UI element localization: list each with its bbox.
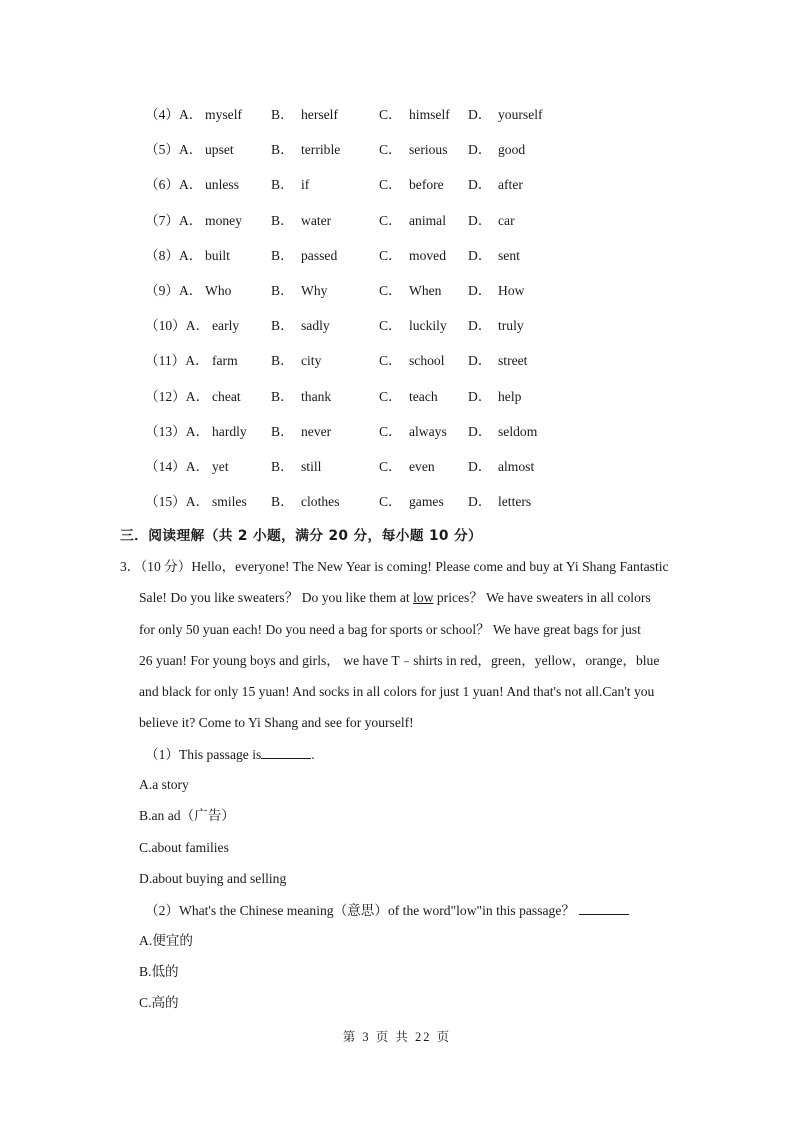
choice-label-b: B． [271,247,294,263]
choice-c: even [409,459,435,474]
choice-label-d: D． [468,247,492,263]
passage-line: 3．（10 分）Hello，everyone! The New Year is coming! Please come and buy at Yi Shang Fantastic [120,559,669,574]
choice-a: money [205,212,242,228]
choice-d: yourself [498,107,543,122]
choice-label-d: D． [468,459,492,474]
choice-d: How [498,283,525,298]
passage-line: 26 yuan! For young boys and girls， we have T﹣shirts in red，green，yellow，orange，blue [139,653,660,668]
option-d: D.about buying and selling [139,871,287,886]
choice-label-d: D． [468,142,492,158]
passage-line: and black for only 15 yuan! And socks in all colors for just 1 yuan! And that's not all.Can't you [139,684,655,699]
question-text: （2）What's the Chinese meaning（意思）of the word"low"in this passage？ [145,903,575,918]
choice-label-b: B． [271,283,294,298]
choice-label-d: D． [468,353,492,369]
option-number: （13）A． [145,423,210,439]
choice-label-c: C． [379,212,402,228]
option-number: （6）A． [145,177,203,193]
choice-label-b: B． [271,494,294,510]
option-number: （12）A． [145,388,210,404]
passage-text: Sale! Do you like sweaters？ Do you like them at [139,590,414,605]
choice-b: sadly [301,318,330,334]
choice-label-c: C． [379,283,402,298]
choice-c: moved [409,247,446,263]
choice-b: thank [301,388,332,404]
option-number: （9）A． [145,283,203,298]
option-b: B.an ad（广告） [139,808,235,823]
choice-d: help [498,388,522,404]
option-number: （10）A． [145,318,210,334]
choice-c: teach [409,388,438,404]
choice-b: still [301,459,322,474]
choice-label-c: C． [379,247,402,263]
choice-a: farm [212,353,238,369]
choice-c: luckily [409,318,447,334]
choice-b: terrible [301,142,341,158]
choice-a: cheat [212,388,241,404]
option-number: （4）A． [145,107,203,122]
passage-line [139,588,651,608]
choice-d: sent [498,247,520,263]
choice-label-b: B． [271,318,294,334]
choice-c: animal [409,212,446,228]
choice-label-d: D． [468,318,492,334]
choice-d: almost [498,459,535,474]
choice-b: if [301,177,310,193]
choice-c: always [409,423,447,439]
choice-a: smiles [212,494,247,510]
passage-line: believe it? Come to Yi Shang and see for yourself! [139,715,414,730]
choice-label-c: C． [379,142,402,158]
choice-a: Who [205,283,232,298]
choice-label-b: B． [271,459,294,474]
choice-d: truly [498,318,524,334]
choice-c: serious [409,142,448,158]
choice-label-c: C． [379,388,402,404]
option-number: （14）A． [145,459,210,474]
choice-b: clothes [301,494,340,510]
choice-label-d: D． [468,177,492,193]
question-text: （1）This passage is [145,747,262,762]
choice-d: letters [498,494,532,510]
underlined-word: low [413,590,434,605]
choice-c: school [409,353,445,369]
section-heading: 三．阅读理解（共 2 小题，满分 20 分，每小题 10 分） [120,528,483,544]
option-b: B.低的 [139,964,179,979]
choice-a: myself [205,107,242,122]
choice-d: seldom [498,423,538,439]
choice-a: early [212,318,240,334]
option-c: C.高的 [139,995,179,1010]
question-stem [145,900,629,921]
question-end: . [311,747,315,762]
choice-label-d: D． [468,494,492,510]
choice-a: built [205,247,230,263]
answer-blank[interactable] [579,900,629,915]
choice-b: Why [301,283,328,298]
choice-label-d: D． [468,423,492,439]
choice-b: never [301,423,332,439]
choice-c: games [409,494,444,510]
choice-b: city [301,353,322,369]
option-number: （11）A． [145,353,209,369]
option-number: （15）A． [145,494,210,510]
choice-label-b: B． [271,142,294,158]
choice-label-c: C． [379,107,402,122]
choice-label-b: B． [271,177,294,193]
choice-label-c: C． [379,423,402,439]
choice-a: hardly [212,423,247,439]
passage-line: for only 50 yuan each! Do you need a bag for sports or school？ We have great bags for just [139,622,641,637]
choice-label-b: B． [271,107,294,122]
choice-c: himself [409,107,450,122]
choice-label-d: D． [468,107,492,122]
page-footer: 第 3 页 共 22 页 [342,1030,452,1044]
passage-text: prices？ We have sweaters in all colors [433,590,651,605]
question-stem [145,744,315,765]
option-c: C.about families [139,840,229,855]
choice-label-d: D． [468,388,492,404]
choice-label-d: D． [468,283,492,298]
choice-label-b: B． [271,212,294,228]
choice-d: car [498,212,515,228]
choice-d: after [498,177,523,193]
choice-d: good [498,142,526,158]
choice-b: herself [301,107,338,122]
option-number: （7）A． [145,212,203,228]
option-number: （5）A． [145,142,203,158]
choice-a: yet [212,459,229,474]
option-number: （8）A． [145,247,203,263]
choice-label-c: C． [379,177,402,193]
choice-c: before [409,177,444,193]
answer-blank[interactable] [261,744,311,759]
option-a: A.a story [139,777,189,792]
choice-label-c: C． [379,353,402,369]
choice-label-c: C． [379,318,402,334]
choice-b: passed [301,247,338,263]
choice-a: upset [205,142,234,158]
choice-label-b: B． [271,353,294,369]
choice-b: water [301,212,332,228]
option-a: A.便宜的 [139,933,193,948]
choice-label-b: B． [271,388,294,404]
choice-c: When [409,283,442,298]
choice-d: street [498,353,528,369]
choice-a: unless [205,177,239,193]
choice-label-c: C． [379,459,402,474]
choice-label-d: D． [468,212,492,228]
choice-label-b: B． [271,423,294,439]
choice-label-c: C． [379,494,402,510]
